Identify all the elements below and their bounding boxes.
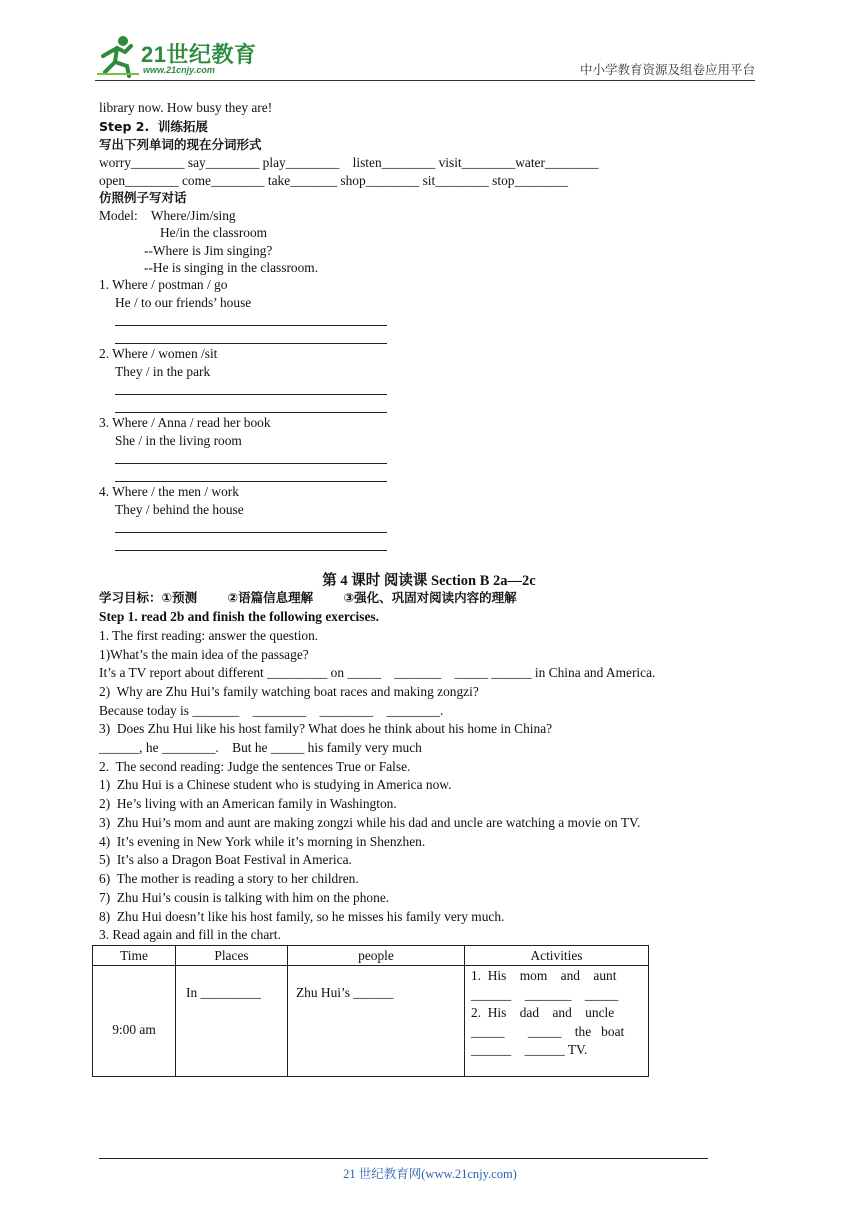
cell-activities[interactable] <box>465 966 649 1077</box>
logo-text: 21世纪教育 <box>141 42 257 67</box>
answer-line[interactable] <box>115 481 387 482</box>
model-line: --Where is Jim singing? <box>144 243 273 258</box>
header-places: Places <box>176 946 288 966</box>
task-heading: 写出下列单词的现在分词形式 <box>99 137 262 152</box>
cell-people[interactable]: Zhu Hui’s ______ <box>288 966 465 1077</box>
question-line: 1. Where / postman / go <box>99 277 228 292</box>
task-heading: 仿照例子写对话 <box>99 190 187 205</box>
question-line: 2. Where / women /sit <box>99 346 218 361</box>
answer-line[interactable] <box>115 325 387 326</box>
footer-text: 21 世纪教育网(www.21cnjy.com) <box>343 1167 517 1181</box>
answer-line[interactable] <box>115 412 387 413</box>
text-line: 2. The second reading: Judge the sentences True or False. <box>99 759 411 774</box>
step2-heading: Step 2. 训练拓展 <box>99 119 208 134</box>
fill-in-chart <box>92 945 649 1077</box>
table-row <box>93 966 649 1077</box>
statement-item: 6) The mother is reading a story to her children. <box>99 871 359 886</box>
answer-line[interactable] <box>115 463 387 464</box>
activity-line: ______ ______ TV. <box>471 1042 588 1057</box>
table-header-row <box>93 946 649 966</box>
header-platform-text: 中小学教育资源及组卷应用平台 <box>579 62 755 77</box>
fill-blank-line: ______, he ________. But he _____ his family very much <box>99 740 422 755</box>
text-line: library now. How busy they are! <box>99 100 273 115</box>
activity-line: 1. His mom and aunt <box>471 968 617 983</box>
words-row: worry________ say________ play________ listen________ visit________water________ <box>99 155 599 170</box>
learning-goals: 学习目标：①预测 ②语篇信息理解 ③强化、巩固对阅读内容的理解 <box>99 590 517 605</box>
answer-line[interactable] <box>115 532 387 533</box>
question-line: 3. Where / Anna / read her book <box>99 415 271 430</box>
cell-time: 9:00 am <box>93 966 176 1077</box>
header-activities: Activities <box>465 946 649 966</box>
words-row: open________ come________ take_______ shop________ sit________ stop________ <box>99 173 569 188</box>
runner-logo-icon <box>95 34 141 78</box>
statement-item: 1) Zhu Hui is a Chinese student who is studying in America now. <box>99 777 452 792</box>
question-hint: He / to our friends’ house <box>115 295 252 310</box>
question-hint: She / in the living room <box>115 433 242 448</box>
header-people: people <box>288 946 465 966</box>
answer-line[interactable] <box>115 343 387 344</box>
statement-item: 3) Zhu Hui’s mom and aunt are making zongzi while his dad and uncle are watching a movie on TV. <box>99 815 641 830</box>
answer-line[interactable] <box>115 550 387 551</box>
activity-line: 2. His dad and uncle <box>471 1005 615 1020</box>
activity-line: ______ _______ _____ <box>471 986 619 1002</box>
statement-item: 5) It’s also a Dragon Boat Festival in America. <box>99 852 352 867</box>
model-line: --He is singing in the classroom. <box>144 260 319 275</box>
logo <box>95 34 265 78</box>
footer-divider <box>99 1158 708 1159</box>
model-line: Model: Where/Jim/sing <box>99 208 236 223</box>
statement-item: 8) Zhu Hui doesn’t like his host family, so he misses his family very much. <box>99 909 505 924</box>
text-line: 3) Does Zhu Hui like his host family? What does he think about his home in China? <box>99 721 553 736</box>
text-line: 1)What’s the main idea of the passage? <box>99 647 309 662</box>
text-line: 1. The first reading: answer the question. <box>99 628 319 643</box>
model-line: He/in the classroom <box>160 225 268 240</box>
text-line: 2) Why are Zhu Hui’s family watching boat races and making zongzi? <box>99 684 479 699</box>
step1-heading: Step 1. read 2b and finish the following exercises. <box>99 609 379 624</box>
header-time: Time <box>93 946 176 966</box>
activity-line: _____ _____ the boat <box>471 1023 625 1039</box>
fill-blank-line: Because today is _______ ________ ________ ________. <box>99 703 444 718</box>
answer-line[interactable] <box>115 394 387 395</box>
statement-item: 2) He’s living with an American family in Washington. <box>99 796 397 811</box>
fill-blank-line: It’s a TV report about different _________ on _____ _______ _____ ______ in China and America. <box>99 665 656 680</box>
logo-url: www.21cnjy.com <box>143 65 215 75</box>
question-line: 4. Where / the men / work <box>99 484 239 499</box>
statement-item: 7) Zhu Hui’s cousin is talking with him on the phone. <box>99 890 390 905</box>
question-hint: They / in the park <box>115 364 211 379</box>
cell-place[interactable]: In _________ <box>176 966 288 1077</box>
text-line: 3. Read again and fill in the chart. <box>99 927 281 942</box>
statement-item: 4) It’s evening in New York while it’s morning in Shenzhen. <box>99 834 426 849</box>
question-hint: They / behind the house <box>115 502 244 517</box>
lesson-title: 第 4 课时 阅读课 Section B 2a—2c <box>322 573 536 589</box>
page-header <box>95 30 755 81</box>
